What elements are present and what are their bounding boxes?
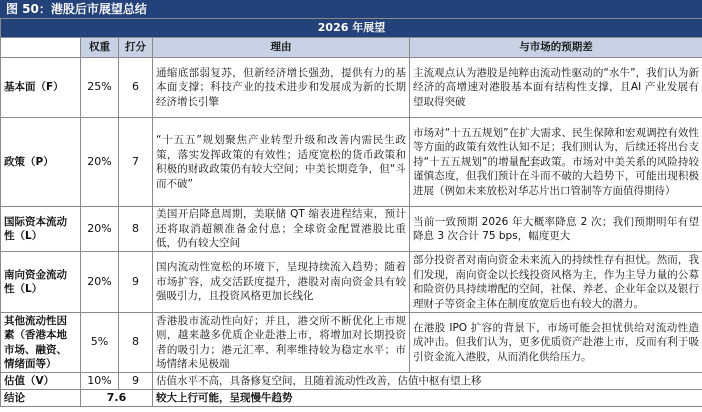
reason-cell: 估值水平不高，具备修复空间，且随着流动性改善，估值中枢有望上移 <box>153 373 702 390</box>
table-row <box>1 207 702 252</box>
dimension-cell: 政策（P） <box>1 118 81 207</box>
reason-header: 理由 <box>153 38 410 58</box>
conclusion-row <box>1 390 702 407</box>
expectation-gap-cell: 部分投资者对南向资金未来流入的持续性存有担忧。然而，我们发现，南向资金以长线投资风格为主，作为主导力量的公募和险资仍具持续增配的空间，社保、养老、企业年金以及银行理财子等资金主体在制度放宽后也有较大的潜力。 <box>410 252 702 313</box>
reason-cell: 美国开启降息周期，美联储 QT 缩表进程结束，预计还将取消超额准备金付息；全球资金配置港股比重低，仍有较大空间 <box>153 207 410 252</box>
weight-cell: 20% <box>81 207 119 252</box>
score-cell: 8 <box>119 313 153 373</box>
year-header-row <box>1 19 702 38</box>
outlook-table <box>0 18 702 407</box>
weight-cell: 20% <box>81 252 119 313</box>
score-cell: 9 <box>119 252 153 313</box>
reason-cell: 香港股市流动性向好；并且，港交所不断优化上市规则，越来越多优质企业赴港上市，将增加对长期投资者的吸引力；港元汇率、利率维持较为稳定水平；市场情绪未见极端 <box>153 313 410 373</box>
reason-cell: 国内流动性宽松的环境下，呈现持续流入趋势；随着市场扩容，成交活跃度提升，港股对南向资金具有较强吸引力，且投资风格更加长线化 <box>153 252 410 313</box>
score-cell: 8 <box>119 207 153 252</box>
expectation-gap-header: 与市场的预期差 <box>410 38 702 58</box>
expectation-gap-cell: 主流观点认为港股是纯粹由流动性驱动的“水牛”，我们认为新经济的高增速对港股基本面有结构性支撑，且AI 产业发展有望取得突破 <box>410 58 702 118</box>
figure-title: 图 50：港股后市展望总结 <box>0 0 702 18</box>
table-row <box>1 252 702 313</box>
weight-cell: 10% <box>81 373 119 390</box>
score-cell: 9 <box>119 373 153 390</box>
score-cell: 7 <box>119 118 153 207</box>
weight-cell: 20% <box>81 118 119 207</box>
dimension-cell: 估值（V） <box>1 373 81 390</box>
dimension-cell: 南向资金流动性（L） <box>1 252 81 313</box>
column-header-row <box>1 38 702 58</box>
table-row <box>1 373 702 390</box>
dimension-cell: 其他流动性因素（香港本地市场、融资、情绪面等） <box>1 313 81 373</box>
table-row <box>1 118 702 207</box>
conclusion-text: 较大上行可能，呈现慢牛趋势 <box>153 390 702 407</box>
dimension-header <box>1 38 81 58</box>
table-row <box>1 58 702 118</box>
reason-cell: “十五五”规划聚焦产业转型升级和改善内需民生政策，落实发挥政策的有效性；适度宽松的货币政策和积极的财政政策仍有较大空间；中美长期竞争，但“斗而不破” <box>153 118 410 207</box>
score-header: 打分 <box>119 38 153 58</box>
dimension-cell: 基本面（F） <box>1 58 81 118</box>
expectation-gap-cell: 在港股 IPO 扩容的背景下，市场可能会担忧供给对流动性造成冲击。但我们认为，更多优质资产赴港上市，反而有利于吸引资金流入港股，从而消化供给压力。 <box>410 313 702 373</box>
expectation-gap-cell: 当前一致预期 2026 年大概率降息 2 次；我们预期明年有望降息 3 次合计 75 bps，幅度更大 <box>410 207 702 252</box>
conclusion-label: 结论 <box>1 390 81 407</box>
expectation-gap-cell: 市场对“十五五规划”在扩大需求、民生保障和宏观调控有效性等方面的政策有效性认知不足；我们则认为，后续还将出台支持“十五五规划”的增量配套政策。市场对中美关系的风险持较谨慎态度，但我们预计在斗而不破的大趋势下，可能出现积极进展（例如未来放松对华芯片出口管制等方面值得期待） <box>410 118 702 207</box>
conclusion-score: 7.6 <box>81 390 153 407</box>
table-row <box>1 313 702 373</box>
weight-header: 权重 <box>81 38 119 58</box>
reason-cell: 通缩底部弱复苏，但新经济增长强劲，提供有力的基本面支撑；科技产业的技术进步和发展成为新的长期经济增长引擎 <box>153 58 410 118</box>
weight-cell: 25% <box>81 58 119 118</box>
dimension-cell: 国际资本流动性（L） <box>1 207 81 252</box>
year-header: 2026 年展望 <box>1 19 702 38</box>
weight-cell: 5% <box>81 313 119 373</box>
score-cell: 6 <box>119 58 153 118</box>
